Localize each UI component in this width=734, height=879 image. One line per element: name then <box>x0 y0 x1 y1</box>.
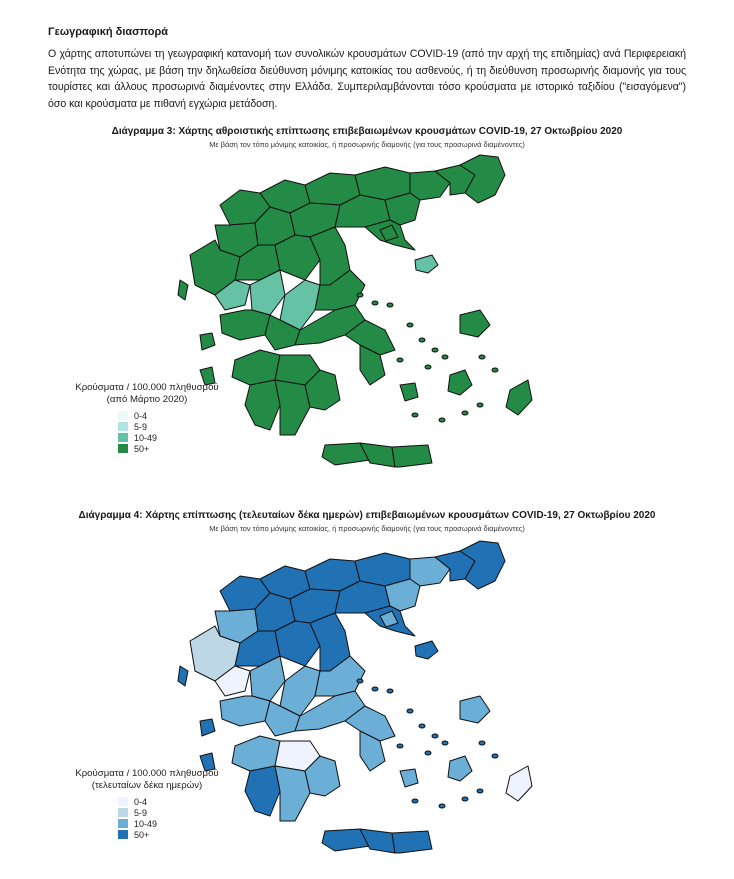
legend-label: 50+ <box>134 443 150 454</box>
legend-title <box>52 768 242 792</box>
legend-swatch <box>118 830 128 839</box>
legend-title-line1: Κρούσματα / 100.000 πληθυσμού <box>75 768 219 779</box>
legend-item <box>118 796 242 807</box>
legend-swatch <box>118 797 128 806</box>
map-islet <box>412 799 418 803</box>
map-islet <box>372 687 378 691</box>
legend-item <box>118 421 242 432</box>
legend-swatch <box>118 808 128 817</box>
map-region <box>220 696 270 726</box>
legend-swatch <box>118 819 128 828</box>
map-region <box>392 445 432 467</box>
legend-label: 5-9 <box>134 807 148 818</box>
legend-label: 0-4 <box>134 796 148 807</box>
map-region <box>275 380 310 435</box>
map-islet <box>477 789 483 793</box>
legend-item <box>118 443 242 454</box>
map-region <box>178 280 188 300</box>
map-islet <box>372 301 378 305</box>
map-islet <box>432 348 438 352</box>
map-islet <box>425 751 431 755</box>
map-region <box>400 383 418 401</box>
map-region <box>245 766 280 816</box>
legend-label: 5-9 <box>134 421 148 432</box>
legend-label: 50+ <box>134 829 150 840</box>
map-islet <box>479 355 485 359</box>
map-islet <box>492 368 498 372</box>
map-region <box>460 310 490 337</box>
legend-item <box>118 410 242 421</box>
map-region <box>232 350 280 385</box>
map-islet <box>432 734 438 738</box>
map-islet <box>492 754 498 758</box>
map-region <box>448 756 472 781</box>
legend-item <box>118 432 242 443</box>
map-islet <box>462 797 468 801</box>
map-region <box>415 641 438 659</box>
section-title: Γεωγραφική διασπορά <box>48 26 169 38</box>
map-islet <box>419 724 425 728</box>
legend-item <box>118 807 242 818</box>
map-region <box>448 370 472 395</box>
map-region <box>506 380 532 415</box>
figure-3-subtitle: Με βάση τον τόπο μόνιμης κατοικίας, ή προσωρινής διαμονής (για τους προσωρινά διαμένοντες) <box>209 140 525 149</box>
map-region <box>178 666 188 686</box>
map-islet <box>397 744 403 748</box>
figure-4-subtitle: Με βάση τον τόπο μόνιμης κατοικίας, ή προσωρινής διαμονής (για τους προσωρινά διαμένοντες) <box>209 524 525 533</box>
map-islet <box>387 689 393 693</box>
legend-item <box>118 829 242 840</box>
legend-item <box>118 818 242 829</box>
map-region <box>275 766 310 821</box>
map-islet <box>479 741 485 745</box>
map-islet <box>412 413 418 417</box>
map-region <box>392 831 432 853</box>
map-islet <box>425 365 431 369</box>
legend-label: 10-49 <box>134 432 158 443</box>
figure-3-title: Διάγραμμα 3: Χάρτης αθροιστικής επίπτωσης επιβεβαιωμένων κρουσμάτων COVID-19, 27 Οκτωβρίου 2020 <box>111 126 623 137</box>
map-islet <box>477 403 483 407</box>
map-region <box>506 766 532 801</box>
legend-swatch <box>118 433 128 442</box>
map-region <box>200 719 215 736</box>
map-islet <box>439 804 445 808</box>
legend-swatch <box>118 444 128 453</box>
map-islet <box>419 338 425 342</box>
figure-4-legend <box>52 768 242 840</box>
map-region <box>200 333 215 350</box>
map-region <box>220 310 270 340</box>
map-islet <box>407 323 413 327</box>
legend-title-line1: Κρούσματα / 100.000 πληθυσμού <box>75 382 219 393</box>
legend-title-line2: (τελευταίων δέκα ημερών) <box>91 780 203 791</box>
map-islet <box>397 358 403 362</box>
legend-swatch <box>118 411 128 420</box>
map-islet <box>407 709 413 713</box>
figure-4-title: Διάγραμμα 4: Χάρτης επίπτωσης (τελευταίων δέκα ημερών) επιβεβαιωμένων κρουσμάτων COVID-19, 27 Οκτωβρίου 2020 <box>78 510 656 521</box>
map-islet <box>357 679 363 683</box>
figure-3-legend <box>52 382 242 454</box>
map-region <box>460 696 490 723</box>
map-islet <box>387 303 393 307</box>
map-islet <box>462 411 468 415</box>
legend-title <box>52 382 242 406</box>
map-region <box>415 255 438 273</box>
map-islet <box>442 355 448 359</box>
map-islet <box>442 741 448 745</box>
legend-label: 0-4 <box>134 410 148 421</box>
map-region <box>245 380 280 430</box>
legend-swatch <box>118 422 128 431</box>
legend-label: 10-49 <box>134 818 158 829</box>
map-region <box>232 736 280 771</box>
map-region <box>400 769 418 787</box>
map-islet <box>439 418 445 422</box>
map-islet <box>357 293 363 297</box>
intro-paragraph: Ο χάρτης αποτυπώνει τη γεωγραφική κατανομή των συνολικών κρουσμάτων COVID-19 (από την αρχή της επιδημίας) ανά Περιφερειακή Ενότητα της χώρας, με βάση την δηλωθείσα διεύθυνση μόνιμης κατοικίας του ασθενούς, ή τη διεύθυνση προσωρινής διαμονής για τους τουρίστες και άλλους προσωρινά διαμένοντες στην Ελλάδα. Συμπεριλαμβάνονται τόσο κρούσματα με ιστορικό ταξιδίου ("εισαγόμενα") όσο και κρούσματα με πιθανή εγχώρια μετάδοση. <box>48 48 686 110</box>
legend-title-line2: (από Μάρτιο 2020) <box>106 394 188 405</box>
